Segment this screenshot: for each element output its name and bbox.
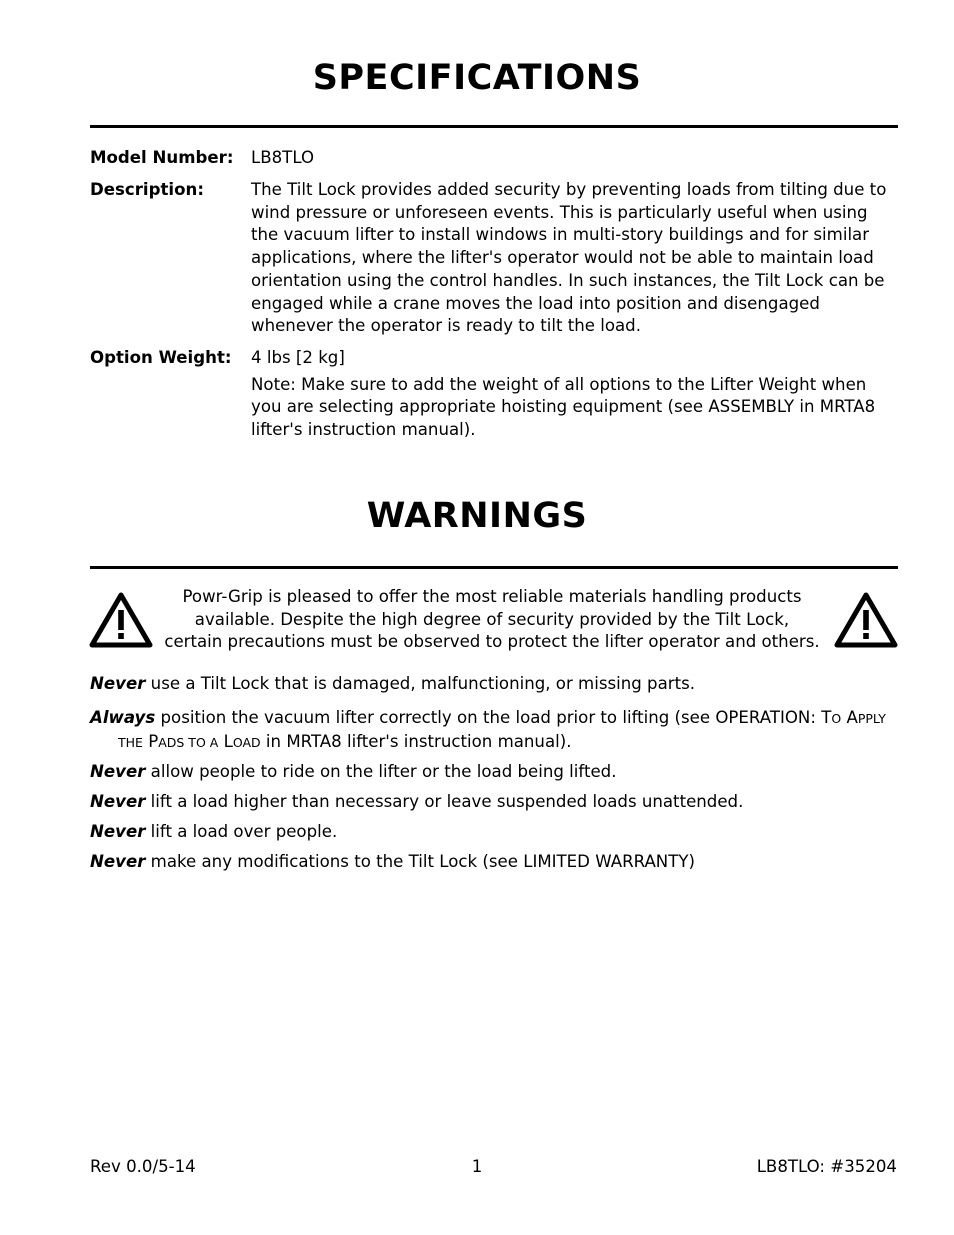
warning-keyword: Never (90, 762, 146, 781)
warning-item (90, 851, 910, 874)
warnings-intro (160, 586, 824, 654)
warning-triangle-icon (89, 591, 153, 649)
small-caps-text: ADS TO A (158, 734, 219, 750)
description-line: applications, where the lifter's operator would not be able to maintain load (251, 248, 874, 268)
option-weight-value: 4 lbs [2 kg] (251, 348, 345, 367)
warning-keyword: Never (90, 792, 146, 811)
warning-keyword: Never (90, 852, 146, 871)
model-number-label: Model Number: (90, 148, 234, 167)
description-label: Description: (90, 180, 204, 199)
warning-text: P (142, 731, 159, 751)
description-line: wind pressure or unforeseen events. This is particularly useful when using (251, 202, 868, 222)
warning-text: allow people to ride on the lifter or the load being lifted. (145, 762, 617, 781)
description-line: the vacuum lifter to install windows in multi-story buildings and for similar (251, 225, 870, 245)
option-weight-value-block (251, 347, 896, 442)
warning-text: lift a load higher than necessary or leave suspended loads unattended. (145, 792, 744, 811)
note-line: lifter's instruction manual). (251, 420, 476, 440)
warning-item (90, 791, 910, 814)
warning-keyword: Never (90, 674, 146, 693)
warning-text: position the vacuum lifter correctly on the load prior to lifting (see OPERATION: T (155, 708, 832, 727)
note-line: Note: Make sure to add the weight of all options to the Lifter Weight when (251, 374, 867, 394)
warning-triangle-icon (834, 591, 898, 649)
warning-text: use a Tilt Lock that is damaged, malfunctioning, or missing parts. (145, 674, 696, 693)
warning-item (90, 707, 910, 754)
small-caps-text: PPLY (857, 711, 886, 726)
specifications-heading: SPECIFICATIONS (312, 58, 642, 98)
warning-text: A (841, 708, 858, 727)
description-line: whenever the operator is ready to tilt the load. (251, 316, 641, 336)
option-weight-label: Option Weight: (90, 348, 232, 367)
intro-line: certain precautions must be observed to protect the lifter operator and others. (164, 632, 820, 652)
warning-text: in MRTA8 lifter's instruction manual). (260, 731, 572, 751)
small-caps-text: OAD (232, 734, 261, 750)
intro-line: Powr-Grip is pleased to offer the most reliable materials handling products (182, 587, 802, 606)
model-number-value: LB8TLO (251, 148, 315, 167)
warning-item (90, 673, 910, 696)
description-line: The Tilt Lock provides added security by preventing loads from tilting due to (251, 180, 887, 199)
weight-note (251, 374, 896, 442)
warning-item (90, 821, 910, 844)
small-caps-text: THE (118, 734, 143, 750)
description-text (251, 179, 896, 338)
footer-revision: Rev 0.0/5-14 (90, 1157, 196, 1176)
footer-page-number: 1 (471, 1157, 483, 1176)
warning-item (90, 761, 910, 784)
description-line: engaged while a crane moves the load into position and disengaged (251, 293, 820, 313)
warning-keyword: Always (90, 708, 156, 727)
warning-text: L (218, 731, 233, 751)
intro-line: available. Despite the high degree of security provided by the Tilt Lock, (194, 609, 790, 629)
specifications-divider (90, 125, 898, 128)
warning-keyword: Never (90, 822, 146, 841)
warnings-divider (90, 566, 898, 569)
warnings-heading: WARNINGS (366, 496, 588, 536)
footer-doc-id: LB8TLO: #35204 (756, 1157, 897, 1176)
small-caps-text: O (831, 711, 842, 726)
warning-text: lift a load over people. (145, 822, 338, 841)
warning-text: make any modifications to the Tilt Lock (see LIMITED WARRANTY) (145, 852, 695, 871)
description-line: orientation using the control handles. In such instances, the Tilt Lock can be (251, 270, 885, 290)
note-line: you are selecting appropriate hoisting equipment (see ASSEMBLY in MRTA8 (251, 397, 876, 417)
